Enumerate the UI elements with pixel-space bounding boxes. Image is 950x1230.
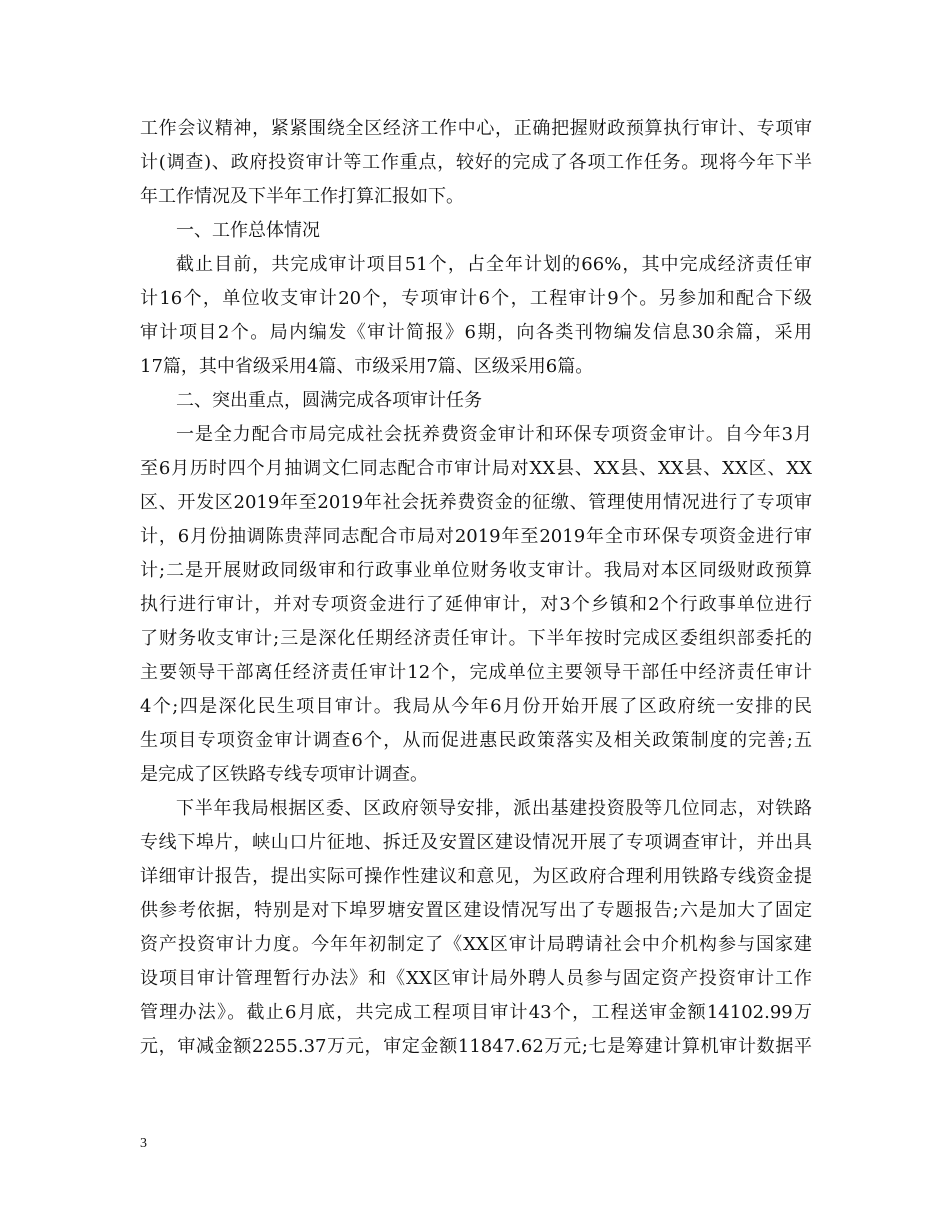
body-line: 主要领导干部离任经济责任审计12个，完成单位主要领导干部任中经济责任审计 xyxy=(140,662,812,683)
body-line: 计(调查)、政府投资审计等工作重点，较好的完成了各项工作任务。现将今年下半 xyxy=(140,152,812,173)
body-line: 管理办法》。截止6月底，共完成工程项目审计43个，工程送审金额14102.99万 xyxy=(140,1002,812,1023)
body-line: 计16个，单位收支审计20个，专项审计6个，工程审计9个。另参加和配合下级 xyxy=(140,288,812,309)
body-line: 下半年我局根据区委、区政府领导安排，派出基建投资股等几位同志，对铁路 xyxy=(176,798,812,819)
body-line: 一是全力配合市局完成社会抚养费资金审计和环保专项资金审计。自今年3月 xyxy=(176,424,812,445)
body-line: 专线下埠片，峡山口片征地、拆迁及安置区建设情况开展了专项调查审计，并出具 xyxy=(140,832,812,853)
body-line: 4个;四是深化民生项目审计。我局从今年6月份开始开展了区政府统一安排的民 xyxy=(140,696,812,717)
section-heading: 一、工作总体情况 xyxy=(176,220,320,241)
body-line: 生项目专项资金审计调查6个，从而促进惠民政策落实及相关政策制度的完善;五 xyxy=(140,730,812,751)
body-line: 区、开发区2019年至2019年社会抚养费资金的征缴、管理使用情况进行了专项审 xyxy=(140,492,812,513)
body-line: 17篇，其中省级采用4篇、市级采用7篇、区级采用6篇。 xyxy=(140,356,594,377)
body-line: 审计项目2个。局内编发《审计简报》6期，向各类刊物编发信息30余篇，采用 xyxy=(140,322,812,343)
body-line: 是完成了区铁路专线专项审计调查。 xyxy=(140,764,428,785)
body-line: 年工作情况及下半年工作打算汇报如下。 xyxy=(140,186,464,207)
body-line: 截止目前，共完成审计项目51个，占全年计划的66%，其中完成经济责任审 xyxy=(176,254,812,275)
body-line: 计，6月份抽调陈贵萍同志配合市局对2019年至2019年全市环保专项资金进行审 xyxy=(140,526,812,547)
body-line: 详细审计报告，提出实际可操作性建议和意见，为区政府合理利用铁路专线资金提 xyxy=(140,866,812,887)
body-line: 计;二是开展财政同级审和行政事业单位财务收支审计。我局对本区同级财政预算 xyxy=(140,560,812,581)
page-number: 3 xyxy=(140,1136,147,1151)
document-body xyxy=(140,112,812,1064)
section-heading: 二、突出重点，圆满完成各项审计任务 xyxy=(176,390,482,411)
body-line: 了财务收支审计;三是深化任期经济责任审计。下半年按时完成区委组织部委托的 xyxy=(140,628,812,649)
body-line: 执行进行审计，并对专项资金进行了延伸审计，对3个乡镇和2个行政事单位进行 xyxy=(140,594,812,615)
body-line: 供参考依据，特别是对下埠罗塘安置区建设情况写出了专题报告;六是加大了固定 xyxy=(140,900,812,921)
body-line: 工作会议精神，紧紧围绕全区经济工作中心，正确把握财政预算执行审计、专项审 xyxy=(140,118,812,139)
body-line: 元，审减金额2255.37万元，审定金额11847.62万元;七是筹建计算机审计数据平 xyxy=(140,1036,812,1057)
body-line: 至6月历时四个月抽调文仁同志配合市审计局对XX县、XX县、XX县、XX区、XX xyxy=(140,458,812,479)
body-line: 设项目审计管理暂行办法》和《XX区审计局外聘人员参与固定资产投资审计工作 xyxy=(140,968,812,989)
body-line: 资产投资审计力度。今年年初制定了《XX区审计局聘请社会中介机构参与国家建 xyxy=(140,934,812,955)
